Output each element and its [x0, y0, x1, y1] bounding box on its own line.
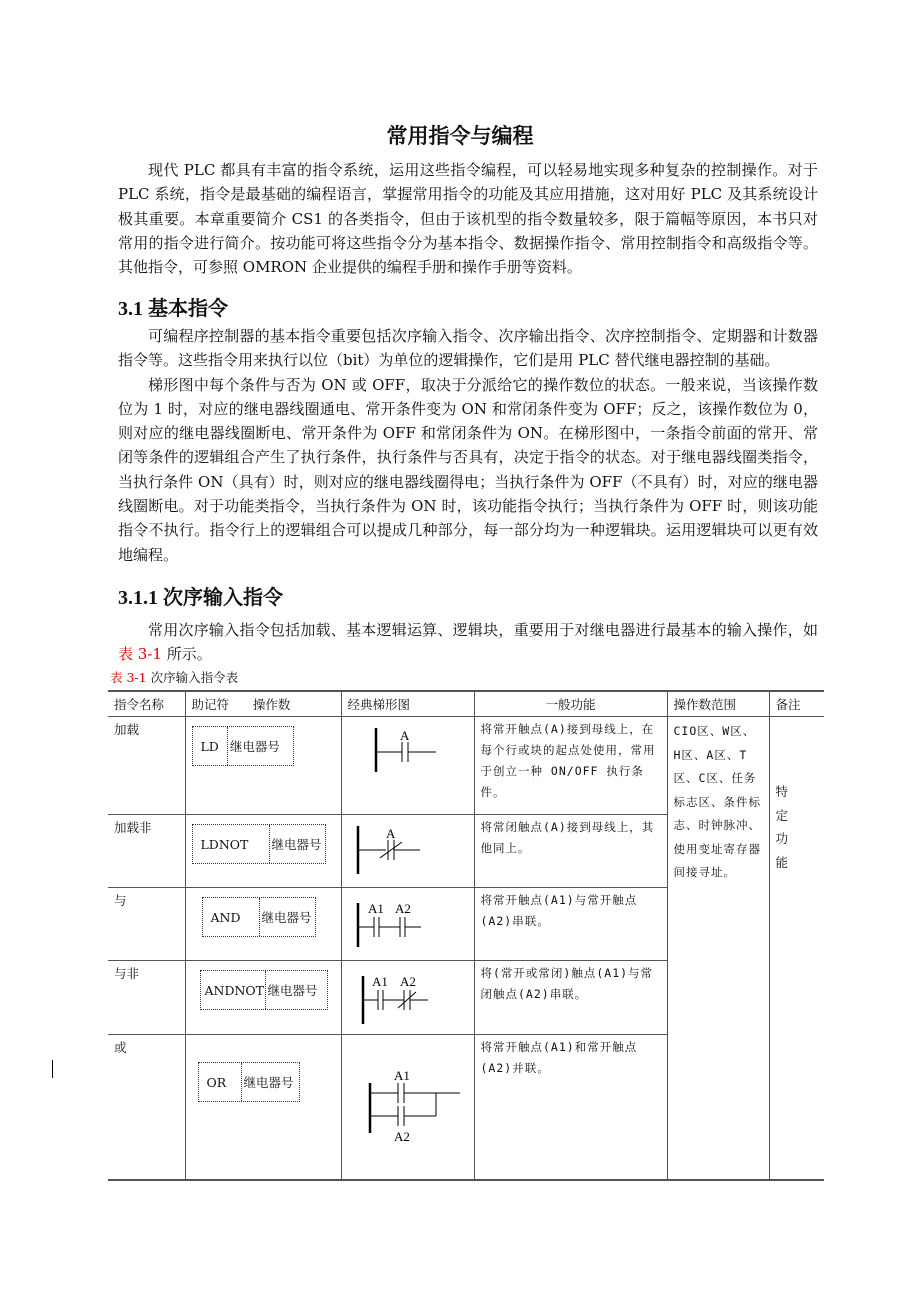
text-cursor [52, 1060, 53, 1078]
table-reference-link[interactable]: 表 3-1 [118, 645, 162, 664]
contact-label: A2 [394, 901, 411, 916]
instruction-name: 与非 [108, 961, 185, 1035]
contact-label: A1 [371, 974, 388, 989]
mnemonic: ANDNOT [204, 982, 265, 998]
paragraph-sequence-input [118, 618, 818, 667]
instruction-name: 与 [108, 888, 185, 961]
instruction-name: 加载非 [108, 815, 185, 888]
ladder-cell [341, 717, 474, 815]
caption-text: 次序输入指令表 [146, 670, 239, 685]
note-text: 特定功能 [775, 784, 789, 870]
contact-label: A [399, 728, 409, 743]
instruction-name: 或 [108, 1035, 185, 1181]
contact-label: A1 [367, 901, 384, 916]
mnemonic-cell [185, 1035, 341, 1181]
ladder-diagram-and [348, 891, 463, 953]
function-text: 将常闭触点(A)接到母线上，其他同上。 [474, 815, 667, 888]
caption-number: 表 3-1 [110, 670, 147, 685]
ladder-cell [341, 815, 474, 888]
contact-label: A2 [399, 974, 416, 989]
mnemonic: AND [210, 909, 241, 925]
table-caption [110, 668, 238, 686]
page-title: 常用指令与编程 [386, 123, 534, 148]
contact-label: A1 [393, 1068, 410, 1083]
paragraph-basic-instructions: 可编程序控制器的基本指令重要包括次序输入指令、次序输出指令、次序控制指令、定期器和计数器指令等。这些指令用来执行以位（bit）为单位的逻辑操作，它们是用 PLC 替代继电器控制的基础。 [118, 327, 818, 370]
function-text: 将常开触点(A1)和常开触点(A2)并联。 [474, 1035, 667, 1181]
mnemonic: OR [206, 1074, 227, 1090]
ladder-diagram-ldnot [348, 818, 463, 880]
function-text: 将常开触点(A1)与常开触点(A2)串联。 [474, 888, 667, 961]
mnemonic-cell [185, 888, 341, 961]
paragraph-ladder-conditions: 梯形图中每个条件与否为 ON 或 OFF，取决于分派给它的操作数位的状态。一般来说，当该操作数位为 1 时，对应的继电器线圈通电、常开条件变为 ON 和常闭条件变为 OFF；反之，该操作数位为 0，则对应的继电器线圈断电、常开条件为 OFF 和常闭条件为 ON。在梯形图中，一条指令前面的常开、常闭等条件的逻辑组合产生了执行条件，执行条件与否具有，决定于指令的状态。对于继电器线圈类指令，当执行条件 ON（具有）时，则对应的继电器线圈得电；当执行条件为 OFF（不具有）时，对应的继电器线圈断电。对于功能类指令，当执行条件为 ON 时，该功能指令执行；当执行条件为 OFF 时，则该功能指令不执行。指令行上的逻辑组合可以提成几种部分，每一部分均为一种逻辑块。运用逻辑块可以更有效地编程。 [118, 375, 818, 564]
ladder-diagram-ld [348, 720, 463, 800]
operand: 继电器号 [259, 898, 314, 936]
ladder-diagram-andnot [348, 964, 463, 1026]
mnemonic: LD [200, 738, 219, 754]
instruction-table [108, 690, 824, 1181]
table-row [108, 717, 824, 815]
mnemonic-cell [185, 815, 341, 888]
operand: 继电器号 [265, 971, 320, 1009]
table-header-row [108, 691, 824, 717]
instruction-name: 加载 [108, 717, 185, 815]
operand: 继电器号 [269, 825, 324, 863]
header-ladder: 经典梯形图 [341, 691, 474, 717]
operand-range: CIO区、W区、H区、A区、T区、C区、任务标志区、条件标志、时钟脉冲、使用变址寄存器间接寻址。 [667, 717, 769, 1181]
header-name: 指令名称 [108, 691, 185, 717]
function-text: 将常开触点(A)接到母线上，在每个行或块的起点处使用，常用于创立一种 ON/OFF 执行条件。 [474, 717, 667, 815]
section-heading-3-1: 3.1 基本指令 [118, 298, 228, 320]
ladder-diagram-or [348, 1038, 468, 1173]
paragraph-text-end: 所示。 [161, 645, 212, 664]
mnemonic-cell [185, 961, 341, 1035]
mnemonic-cell [185, 717, 341, 815]
contact-label: A2 [393, 1129, 410, 1144]
ladder-cell [341, 888, 474, 961]
contact-label: A [385, 826, 395, 841]
header-mnemonic: 助记符 操作数 [185, 691, 341, 717]
note-cell [769, 717, 824, 1181]
header-range: 操作数范围 [667, 691, 769, 717]
header-note: 备注 [769, 691, 824, 717]
operand: 继电器号 [241, 1063, 296, 1101]
operand: 继电器号 [227, 727, 282, 765]
ladder-cell [341, 961, 474, 1035]
function-text: 将(常开或常闭)触点(A1)与常闭触点(A2)串联。 [474, 961, 667, 1035]
mnemonic: LDNOT [200, 836, 249, 852]
ladder-cell [341, 1035, 474, 1181]
header-function: 一般功能 [474, 691, 667, 717]
section-heading-3-1-1: 3.1.1 次序输入指令 [118, 587, 283, 609]
paragraph-text: 常用次序输入指令包括加载、基本逻辑运算、逻辑块，重要用于对继电器进行最基本的输入操作，如 [148, 621, 818, 639]
intro-paragraph: 现代 PLC 都具有丰富的指令系统，运用这些指令编程，可以轻易地实现多种复杂的控制操作。对于 PLC 系统，指令是最基础的编程语言，掌握常用指令的功能及其应用措施，这对用好 PLC 及其系统设计极其重要。本章重要简介 CS1 的各类指令，但由于该机型的指令数量较多，限于篇幅等原因，本书只对常用的指令进行简介。按功能可将这些指令分为基本指令、数据操作指令、常用控制指令和高级指令等。其他指令，可参照 OMRON 企业提供的编程手册和操作手册等资料。 [118, 161, 818, 277]
